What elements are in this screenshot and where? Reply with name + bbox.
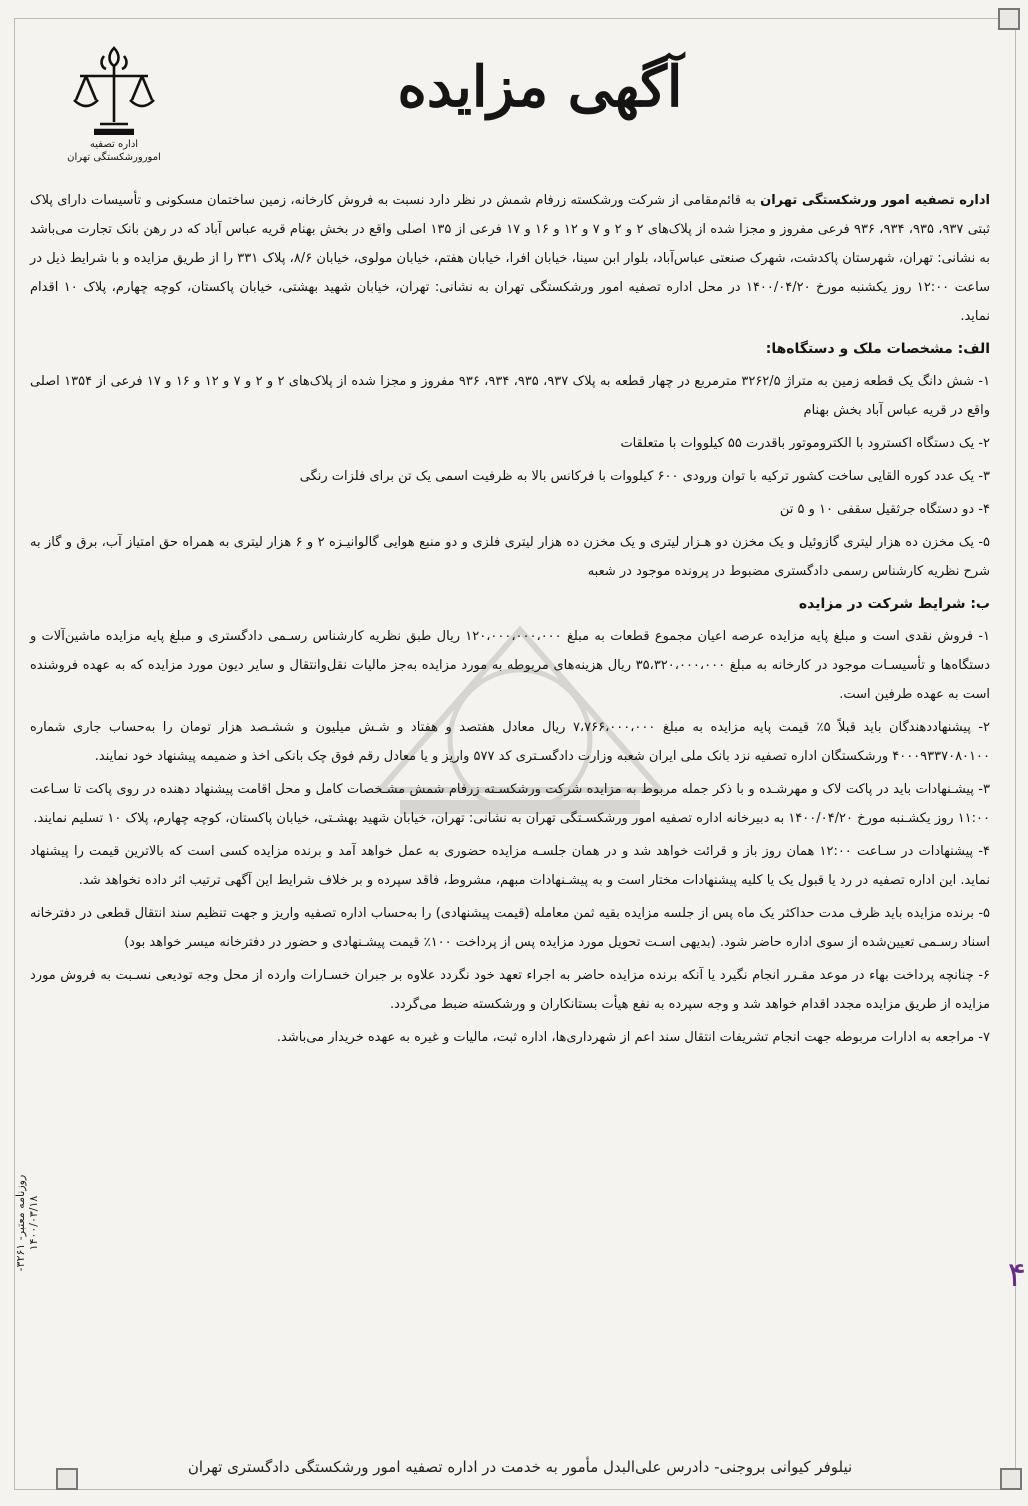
section-b-item: ۴- پیشنهادات در سـاعت ۱۲:۰۰ همان روز باز و قرائت خواهد شد و در همان جلسـه مزایده حضوری به عمل خواهد آمد و برنده مزایده کسی است که بالاترین قیمت را پیشنهاد نماید. این اداره تصفیه در رد یا قبول یک یا کلیه پیشنهادات مختار است و به پیشـنهادات مبهم، مشروط، فاقد سپرده و بر خلاف شرایط این آگهی ترتیب اثر داده نخواهد شد. <box>30 844 990 888</box>
notice-body <box>30 186 990 1056</box>
section-a-heading: الف: مشخصات ملک و دستگاه‌ها: <box>765 341 990 357</box>
section-a-item: ۵- یک مخزن ده هزار لیتری گازوئیل و یک مخزن دو هـزار لیتری و یک مخزن ده هزار لیتری فلزی و دو منبع هوایی گالوانیـزه ۲ و ۶ هزار لیتری به همراه حق امتیاز آب، برق و گاز به شرح نظریه کارشناس رسمی دادگستری مضبوط در پرونده موجود در شعبه <box>30 535 991 579</box>
corner-mark-icon <box>1000 1468 1022 1490</box>
section-a-item: ۴- دو دستگاه جرثقیل سقفی ۱۰ و ۵ تن <box>779 502 990 517</box>
scales-of-justice-emblem-icon <box>64 42 164 138</box>
section-b-heading: ب: شرایط شرکت در مزایده <box>798 596 990 612</box>
section-a-item: ۱- شش دانگ یک قطعه زمین به متراژ ۳۲۶۲/۵ مترمربع در چهار قطعه به پلاک ۹۳۷، ۹۳۵، ۹۳۴، ۹۳۶ مفروز و مجزا شده از پلاک‌های ۲ و ۲ و ۷ و ۱۲ و ۱۶ و ۱۷ فرعی از ۱۳۵۴ اصلی واقع در قریه عباس آباد بخش بهنام <box>30 374 991 418</box>
section-b-item: ۱- فروش نقدی است و مبلغ پایه مزایده عرصه اعیان مجموع قطعات به مبلغ ۱۲۰،۰۰۰،۰۰۰،۰۰۰ ریال طبق نظریه کارشناس رسـمی دادگستری و مبلغ پایه مزایده ماشین‌آلات و دستگاه‌ها و تأسیسـات موجود در کارخانه به مبلغ ۳۵،۳۲۰،۰۰۰،۰۰۰ ریال هزینه‌های مربوطه به مورد مزایده به‌جز مالیات نقل‌وانتقال و سایر دیون مورد مزایده که به عهده فروشنده است به عهده طرفین است. <box>30 629 990 702</box>
intro-lead: اداره تصفیه امور ورشکستگی تهران <box>760 193 990 208</box>
section-b-item: ۷- مراجعه به ادارات مربوطه جهت انجام تشریفات انتقال سند اعم از شهرداری‌ها، اداره ثبت، مالیات و غیره به عهده خریدار می‌باشد. <box>276 1030 990 1045</box>
logo-line-1: اداره تصفیه <box>89 139 139 150</box>
section-b-item: ۶- چنانچه پرداخت بهاء در موعد مقـرر انجام نگیرد یا آنکه برنده مزایده حاضر به اجراء تعهد خود نگردد علاوه بر جبران خسـارات وارده از محل وجه تودیعی نسـبت به فروش مورد مزایده از طریق مزایده مجدد اقدام خواهد شد و وجه سپرده به نفع هیأت بستانکاران و ورشکسته ضبط می‌گردد. <box>30 968 990 1012</box>
newspaper-issue-note: روزنامه معتبر- ۳۲۶۱- ۱۴۰۰/۰۳/۱۸ <box>14 1174 40 1272</box>
section-b-item: ۲- پیشنهاددهندگان باید قبلاً ۵٪ قیمت پایه مزایده به مبلغ ۷،۷۶۶،۰۰۰،۰۰۰ ریال معادل هفتصد و هفتاد و شـش میلیون و ششـصد هزار تومان را به‌حساب جاری شماره ۴۰۰۰۹۳۳۷۰۸۰۱۰۰ ورشکستگان اداره تصفیه نزد بانک ملی ایران شعبه وزارت دادگسـتری کد ۵۷۷ واریز و یا معادل رقم فوق چک بانکی اخذ و ضمیمه پیشنهاد خود نمایند. <box>30 720 991 764</box>
logo-line-2: امورورشکستگی تهران <box>67 152 161 163</box>
page-title: آگهی مزایده <box>397 54 683 120</box>
corner-mark-icon <box>56 1468 78 1490</box>
section-a-item: ۳- یک عدد کوره القایی ساخت کشور ترکیه با توان ورودی ۶۰۰ کیلووات با فرکانس بالا به ظرفیت اسمی یک تن برای فلزات رنگی <box>299 469 990 484</box>
handwritten-page-mark: ۴ <box>1007 1255 1026 1295</box>
intro-text: به قائم‌مقامی از شرکت ورشکسته زرفام شمش در نظر دارد نسبت به فروش کارخانه، زمین ساختمان مسکونی و تأسیسات دارای پلاک ثبتی ۹۳۷، ۹۳۵، ۹۳۴، ۹۳۶ فرعی مفروز و مجزا شده از پلاک‌های ۲ و ۲ و ۷ و ۱۲ و ۱۶ و ۱۷ فرعی از ۱۳۵ اصلی واقع در بخش بهنام قریه عباس آباد که در رهن بانک تجارت می‌باشد به نشانی: تهران، شهرستان پاکدشت، شهرک صنعتی عباس‌آباد، بلوار ابن سینا، خیابان افرا، خیابان هفتم، خیابان مولوی، خیابان ۸/۶، پلاک ۳۳۱ را از طریق مزایده و با شرایط ذیل در ساعت ۱۲:۰۰ روز یکشنبه مورخ ۱۴۰۰/۰۴/۲۰ در محل اداره تصفیه امور ورشکستگی تهران به نشانی: تهران، خیابان شهید بهشتی، خیابان پاکستان، کوچه چهارم، پلاک ۱۰ اقدام نماید. <box>30 193 991 324</box>
corner-mark-icon <box>998 8 1020 30</box>
intro-paragraph <box>30 186 990 331</box>
section-a-item: ۲- یک دستگاه اکسترود با الکتروموتور باقدرت ۵۵ کیلووات با متعلقات <box>620 436 990 451</box>
judiciary-logo <box>54 42 174 172</box>
signature-footer: نیلوفر کیوانی بروجنی- دادرس علی‌البدل مأمور به خدمت در اداره تصفیه امور ورشکستگی دادگستری تهران <box>187 1458 853 1476</box>
section-b-item: ۵- برنده مزایده باید ظرف مدت حداکثر یک ماه پس از جلسه مزایده بقیه ثمن معامله (قیمت پیشنهادی) را به‌حساب اداره تصفیه واریز و جهت تنظیم سند انتقال قطعی در دفترخانه اسناد رسـمی تعیین‌شده از سوی اداره حاضر شود. (بدیهی اسـت تحویل مورد مزایده پس از پرداخت ۱۰۰٪ قیمت پیشـنهادی و حضور در دفترخانه میسر خواهد بود) <box>30 906 990 950</box>
section-b-item: ۳- پیشـنهادات باید در پاکت لاک و مهرشـده و با ذکر جمله مربوط به مزایده شرکت ورشکسـته زرفام شمش مشـخصات کامل و محل اقامت پیشنهاد دهنده در روی پاکت تا سـاعت ۱۱:۰۰ روز یکشـنبه مورخ ۱۴۰۰/۰۴/۲۰ به دبیرخانه اداره تصفیه امور ورشکسـتگی تهران به نشانی: تهران، خیابان شهید بهشـتی، خیابان پاکستان، کوچه چهارم، پلاک ۱۰ تسلیم نمایند. <box>30 782 990 826</box>
